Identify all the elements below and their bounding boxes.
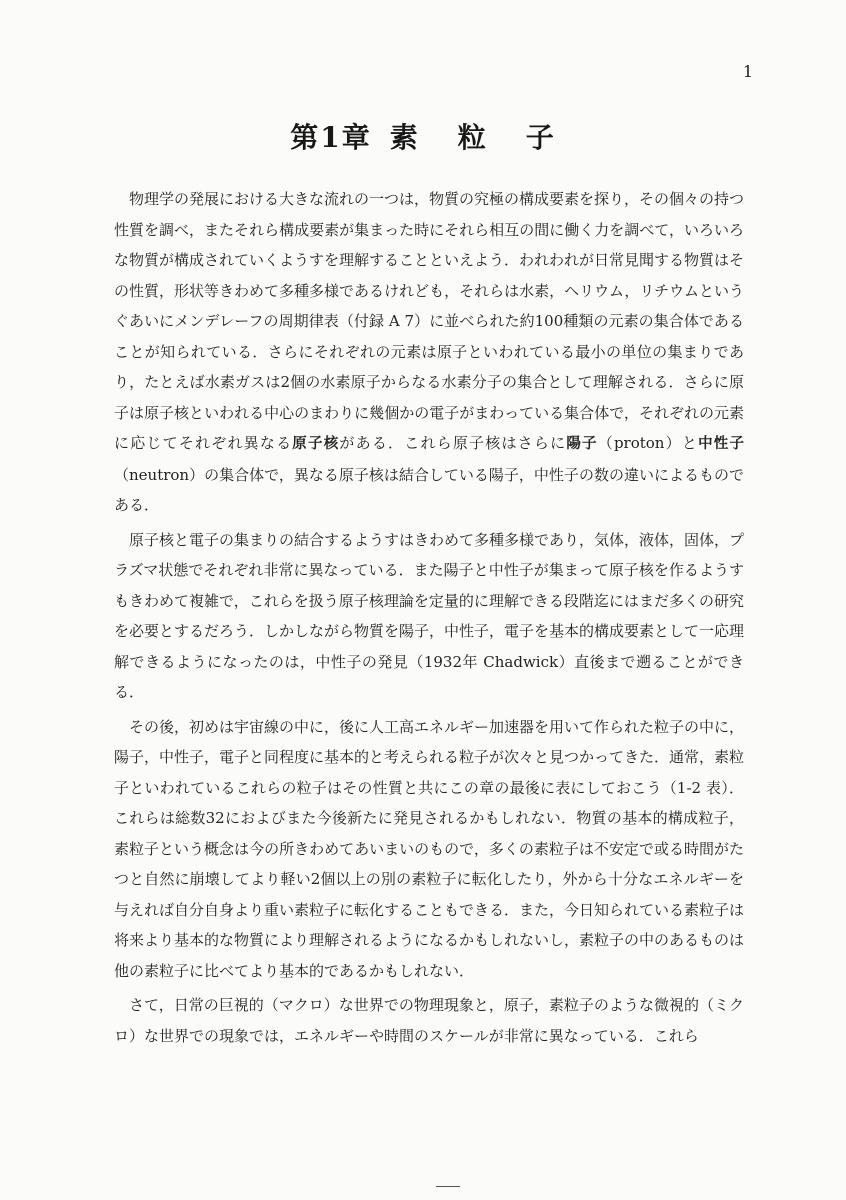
body-text (114, 184, 744, 1055)
paragraph-1-text-b: がある．これら原子核はさらに (339, 434, 567, 452)
paragraph-1-text-d: （neutron）の集合体で，異なる原子核は結合している陽子，中性子の数の違いによるものである． (114, 465, 744, 514)
chapter-title-char-3: 子 (525, 121, 556, 154)
paragraph-1-text-c: （proton）と (597, 434, 699, 452)
page-number: 1 (742, 62, 753, 81)
chapter-title (0, 118, 846, 158)
paragraph-3: その後，初めは宇宙線の中に，後に人工高エネルギー加速器を用いて作られた粒子の中に，陽子，中性子，電子と同程度に基本的と考えられる粒子が次々と見つかってきた．通常，素粒子といわれているこれらの粒子はその性質と共にこの章の最後に表にしておこう（1-2 表）．これらは総数32におよびまた今後新たに発見されるかもしれない．物質の基本的構成粒子，素粒子という概念は今の所きわめてあいまいのもので，多くの素粒子は不安定で或る時間がたつと自然に崩壊してより軽い2個以上の別の素粒子に転化したり，外から十分なエネルギーを与えれば自分自身より重い素粒子に転化することもできる．また，今日知られている素粒子は将来より基本的な物質により理解されるようになるかもしれないし，素粒子の中のあるものは他の素粒子に比べてより基本的であるかもしれない． (114, 717, 745, 980)
term-neutron: 中性子 (698, 436, 745, 452)
chapter-title-char-2: 粒 (457, 121, 488, 154)
term-atomic-nucleus: 原子核 (292, 436, 340, 452)
term-proton: 陽子 (566, 436, 598, 452)
paragraph-2: 原子核と電子の集まりの結合するようすはきわめて多種多様であり，気体，液体，固体，プラズマ状態でそれぞれ非常に異なっている．また陽子と中性子が集まって原子核を作るようすもきわめて複雑で，これらを扱う原子核理論を定量的に理解できる段階迄にはまだ多くの研究を必要とするだろう．しかしながら物質を陽子，中性子，電子を基本的構成要素として一応理解できるようになったのは，中性子の発見（1932年 Chadwick）直後まで遡ることができる． (114, 530, 745, 701)
chapter-title-char-1: 素 (389, 121, 420, 154)
paragraph-1 (114, 184, 744, 521)
paragraph-1-text-a: 物理学の発展における大きな流れの一つは，物質の究極の構成要素を探り，その個々の持つ性質を調べ，またそれら構成要素が集まった時にそれら相互の間に働く力を調べて，いろいろな物質が構成されていくようすを理解することといえよう．われわれが日常見聞する物質はその性質，形状等きわめて多種多様であるけれども，それらは水素，ヘリウム，リチウムというぐあいにメンデレーフの周期律表（付録 A 7）に並べられた約100種類の元素の集合体であることが知られている．さらにそれぞれの元素は原子といわれている最小の単位の集まりであり，たとえば水素ガスは2個の水素原子からなる水素分子の集合として理解される．さらに原子は原子核といわれる中心のまわりに幾個かの電子がまわっている集合体で，それぞれの元素に応じてそれぞれ異なる (114, 190, 745, 452)
paragraph-4: さて，日常の巨視的（マクロ）な世界での物理現象と，原子，素粒子のような微視的（ミクロ）な世界での現象では，エネルギーや時間のスケールが非常に異なっている．これら (114, 996, 744, 1045)
chapter-label: 第1章 (290, 121, 372, 154)
footer-rule (436, 1186, 460, 1187)
